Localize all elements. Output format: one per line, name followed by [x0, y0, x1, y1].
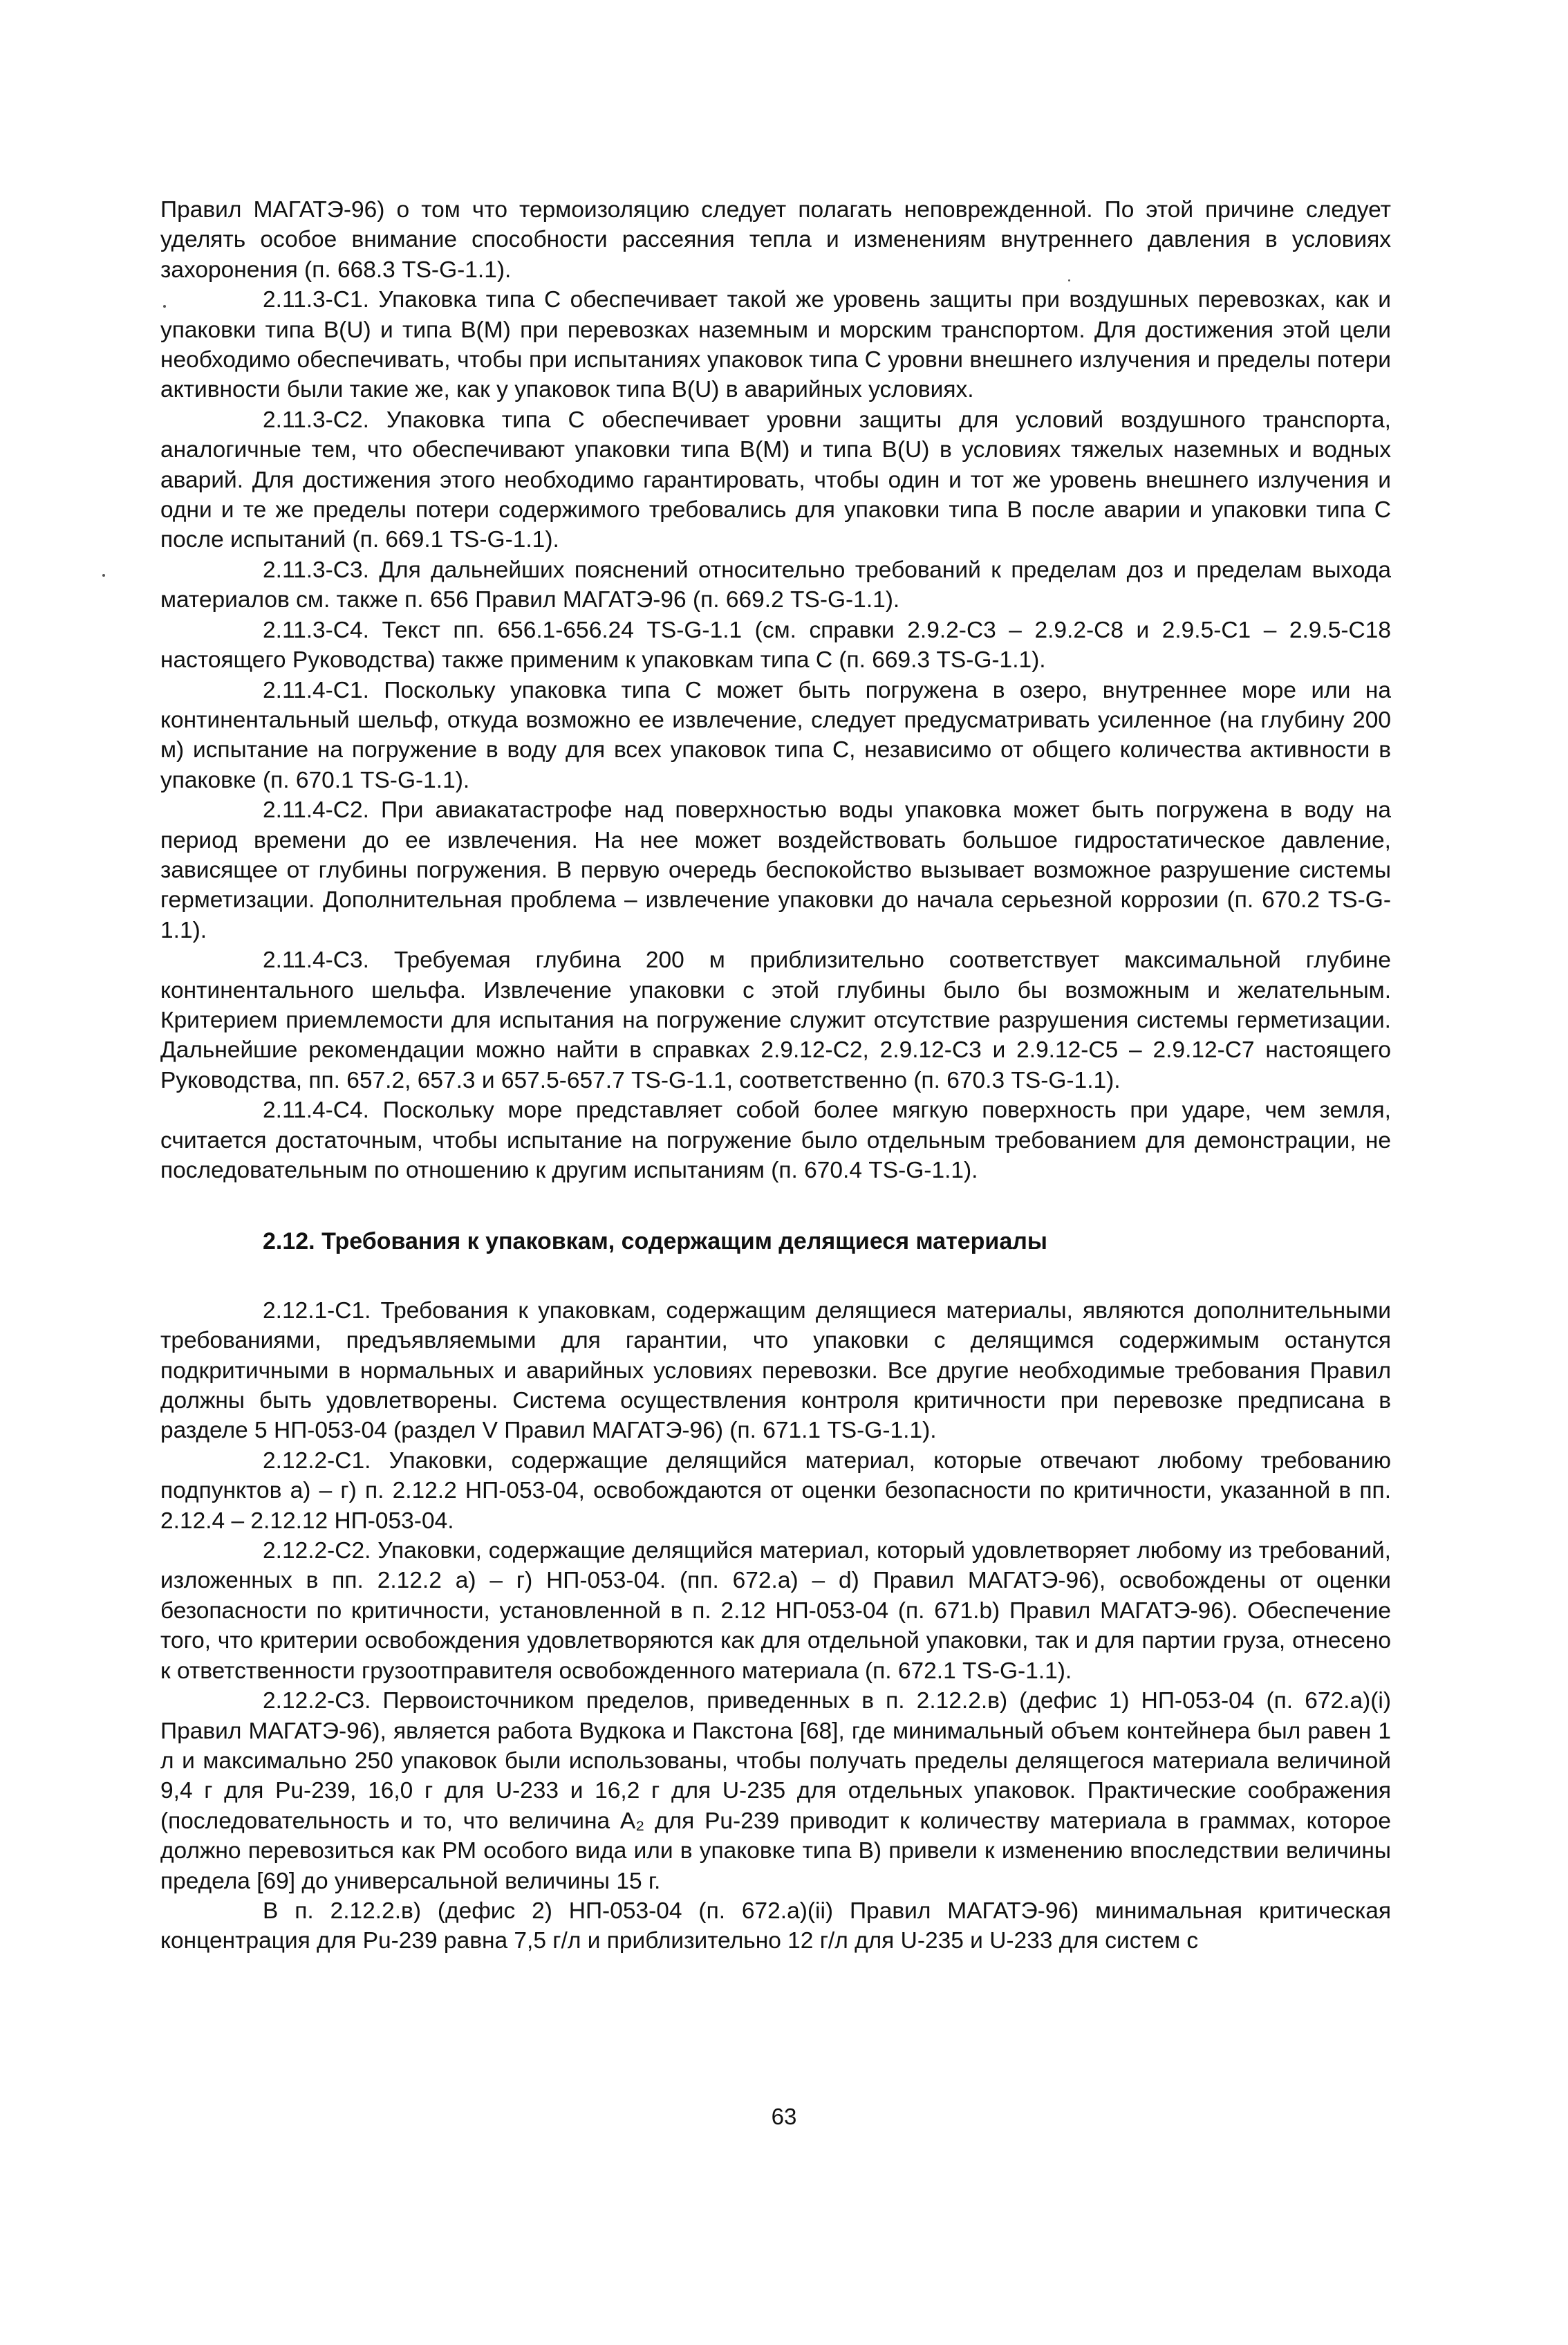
- paragraph: 2.11.3-С1. Упаковка типа С обеспечивает такой же уровень защиты при воздушных перевозках, как и упаковки типа B(U) и типа B(M) при перевозках наземным и морским транспортом. Для достижения этой цели необходимо обеспечивать, чтобы при испытаниях упаковок типа С уровни внешнего излучения и пределы потери активности были такие же, как у упаковок типа B(U) в аварийных условиях.: [160, 287, 1391, 403]
- page-number: 63: [771, 2104, 797, 2129]
- paragraph: 2.12.2-С1. Упаковки, содержащие делящийся материал, которые отвечают любому требованию подпунктов а) – г) п. 2.12.2 НП-053-04, освобождаются от оценки безопасности по критичности, указанной в пп. 2.12.4 – 2.12.12 НП-053-04.: [160, 1447, 1391, 1534]
- paragraph: 2.11.4-С2. При авиакатастрофе над поверхностью воды упаковка может быть погружена в воду на период времени до ее извлечения. На нее может воздействовать большое гидростатическое давление, зависящее от глубины погружения. В первую очередь беспокойство вызывает возможное разрушение системы герметизации. Дополнительная проблема – извлечение упаковки до начала серьезной коррозии (п. 670.2 TS-G-1.1).: [160, 797, 1391, 943]
- paragraphs-before-heading: [160, 195, 1391, 1185]
- section-heading: 2.12. Требования к упаковкам, содержащим делящиеся материалы: [263, 1228, 1047, 1255]
- scan-speck: [1068, 279, 1070, 281]
- paragraph: 2.11.4-С4. Поскольку море представляет собой более мягкую поверхность при ударе, чем земля, считается достаточным, чтобы испытание на погружение было отдельным требованием для демонстрации, не последовательным по отношению к другим испытаниям (п. 670.4 TS-G-1.1).: [160, 1097, 1391, 1183]
- paragraph: В п. 2.12.2.в) (дефис 2) НП-053-04 (п. 672.a)(ii) Правил МАГАТЭ-96) минимальная критическая концентрация для Pu-239 равна 7,5 г/л и приблизительно 12 г/л для U-235 и U-233 для систем с: [160, 1898, 1391, 1954]
- paragraph: Правил МАГАТЭ-96) о том что термоизоляцию следует полагать неповрежденной. По этой причине следует уделять особое внимание способности рассеяния тепла и изменениям внутреннего давления в условиях захоронения (п. 668.3 TS-G-1.1).: [160, 197, 1391, 283]
- paragraph: 2.12.2-С2. Упаковки, содержащие делящийся материал, который удовлетворяет любому из требований, изложенных в пп. 2.12.2 а) – г) НП-053-04. (пп. 672.a) – d) Правил МАГАТЭ-96), освобождены от оценки безопасности по критичности, установленной в п. 2.12 НП-053-04 (п. 671.b) Правил МАГАТЭ-96). Обеспечение того, что критерии освобождения удовлетворяются как для отдельной упаковки, так и для партии груза, отнесено к ответственности грузоотправителя освобожденного материала (п. 672.1 TS-G-1.1).: [160, 1538, 1391, 1684]
- paragraph: 2.11.4-С3. Требуемая глубина 200 м приблизительно соответствует максимальной глубине континентального шельфа. Извлечение упаковки с этой глубины было бы возможным и желательным. Критерием приемлемости для испытания на погружение служит отсутствие разрушения системы герметизации. Дальнейшие рекомендации можно найти в справках 2.9.12-С2, 2.9.12-С3 и 2.9.12-С5 – 2.9.12-С7 настоящего Руководства, пп. 657.2, 657.3 и 657.5-657.7 TS-G-1.1, соответственно (п. 670.3 TS-G-1.1).: [160, 947, 1391, 1093]
- paragraph: 2.11.3-С3. Для дальнейших пояснений относительно требований к пределам доз и пределам выхода материалов см. также п. 656 Правил МАГАТЭ-96 (п. 669.2 TS-G-1.1).: [160, 557, 1391, 613]
- page-body: [160, 195, 1391, 1956]
- paragraphs-after-heading: [160, 1296, 1391, 1956]
- paragraph: 2.12.2-С3. Первоисточником пределов, приведенных в п. 2.12.2.в) (дефис 1) НП-053-04 (п. 672.a)(i) Правил МАГАТЭ-96), является работа Вудкока и Пакстона [68], где минимальный объем контейнера был равен 1 л и максимально 250 упаковок были использованы, чтобы получать пределы делящегося материала величиной 9,4 г для Pu-239, 16,0 г для U-233 и 16,2 г для U-235 для отдельных упаковок. Практические соображения (последовательность и то, что величина A₂ для Pu-239 приводит к количеству материала в граммах, которое должно перевозиться как РМ особого вида или в упаковке типа В) привели к изменению впоследствии величины предела [69] до универсальной величины 15 г.: [160, 1688, 1391, 1894]
- scan-speck: [163, 305, 166, 308]
- paragraph: 2.12.1-С1. Требования к упаковкам, содержащим делящиеся материалы, являются дополнительными требованиями, предъявляемыми для гарантии, что упаковки с делящимся содержимым останутся подкритичными в нормальных и аварийных условиях перевозки. Все другие необходимые требования Правил должны быть удовлетворены. Система осуществления контроля критичности при перевозке предписана в разделе 5 НП-053-04 (раздел V Правил МАГАТЭ-96) (п. 671.1 TS-G-1.1).: [160, 1297, 1391, 1444]
- scan-speck: [102, 574, 105, 577]
- paragraph: 2.11.3-С4. Текст пп. 656.1-656.24 TS-G-1.1 (см. справки 2.9.2-С3 – 2.9.2-С8 и 2.9.5-С1 – 2.9.5-С18 настоящего Руководства) также применим к упаковкам типа С (п. 669.3 TS-G-1.1).: [160, 617, 1391, 674]
- paragraph: 2.11.3-С2. Упаковка типа С обеспечивает уровни защиты для условий воздушного транспорта, аналогичные тем, что обеспечивают упаковки типа B(M) и типа B(U) в условиях тяжелых наземных и водных аварий. Для достижения этого необходимо гарантировать, чтобы один и тот же уровень внешнего излучения и одни и те же пределы потери содержимого требовались для упаковки типа В после аварии и упаковки типа С после испытаний (п. 669.1 TS-G-1.1).: [160, 407, 1391, 553]
- paragraph: 2.11.4-С1. Поскольку упаковка типа С может быть погружена в озеро, внутреннее море или на континентальный шельф, откуда возможно ее извлечение, следует предусматривать усиленное (на глубину 200 м) испытание на погружение в воду для всех упаковок типа С, независимо от общего количества активности в упаковке (п. 670.1 TS-G-1.1).: [160, 677, 1391, 793]
